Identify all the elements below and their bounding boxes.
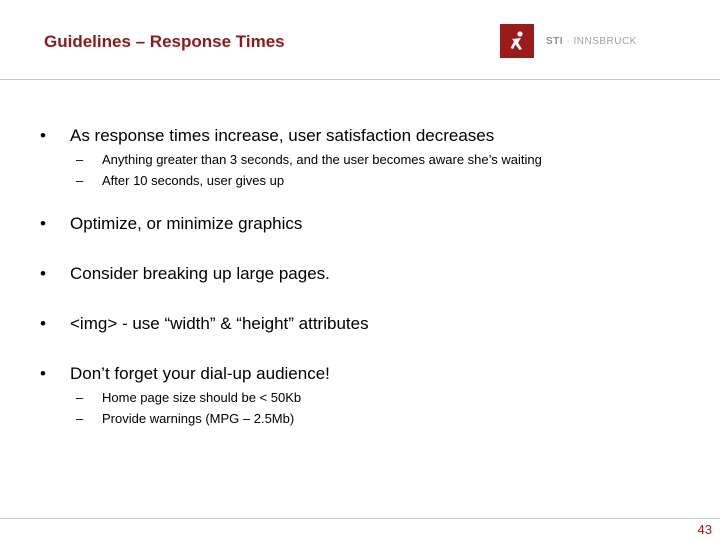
logo-separator: · bbox=[563, 35, 574, 47]
bullet-marker: • bbox=[40, 264, 46, 283]
slide-title: Guidelines – Response Times bbox=[44, 32, 285, 51]
footer-divider bbox=[0, 518, 720, 519]
sub-bullet-item bbox=[0, 390, 720, 411]
sub-bullet-item bbox=[0, 411, 720, 432]
bullet-item bbox=[0, 314, 720, 336]
bullet-item bbox=[0, 264, 720, 286]
logo-location: INNSBRUCK bbox=[573, 35, 637, 47]
sub-bullet-item bbox=[0, 173, 720, 194]
bullet-marker: • bbox=[40, 314, 46, 333]
sub-bullet-marker: – bbox=[76, 390, 84, 405]
sub-bullet-marker: – bbox=[76, 152, 84, 167]
bullet-marker: • bbox=[40, 126, 46, 145]
sub-bullet-item bbox=[0, 152, 720, 173]
slide-body bbox=[0, 126, 720, 432]
runner-logo-icon bbox=[500, 24, 534, 58]
page-number: 43 bbox=[697, 522, 712, 537]
bullet-item bbox=[0, 214, 720, 236]
bullet-marker: • bbox=[40, 214, 46, 233]
sub-bullet-marker: – bbox=[76, 173, 84, 188]
header-divider bbox=[0, 79, 720, 80]
sub-bullet-marker: – bbox=[76, 411, 84, 426]
sub-bullet-text: Home page size should be < 50Kb bbox=[102, 390, 302, 405]
logo-brand: STI bbox=[546, 35, 564, 47]
bullet-text: Consider breaking up large pages. bbox=[70, 264, 330, 283]
sub-bullet-text: Provide warnings (MPG – 2.5Mb) bbox=[102, 411, 295, 426]
logo-text bbox=[546, 36, 637, 47]
sti-logo bbox=[500, 24, 637, 58]
bullet-text: Don’t forget your dial-up audience! bbox=[70, 364, 330, 383]
bullet-text: As response times increase, user satisfaction decreases bbox=[70, 126, 495, 145]
sub-bullet-text: Anything greater than 3 seconds, and the user becomes aware she’s waiting bbox=[102, 152, 542, 167]
bullet-item bbox=[0, 126, 720, 148]
bullet-text: <img> - use “width” & “height” attributes bbox=[70, 314, 369, 333]
bullet-item bbox=[0, 364, 720, 386]
bullet-text: Optimize, or minimize graphics bbox=[70, 214, 303, 233]
bullet-marker: • bbox=[40, 364, 46, 383]
sub-bullet-text: After 10 seconds, user gives up bbox=[102, 173, 285, 188]
